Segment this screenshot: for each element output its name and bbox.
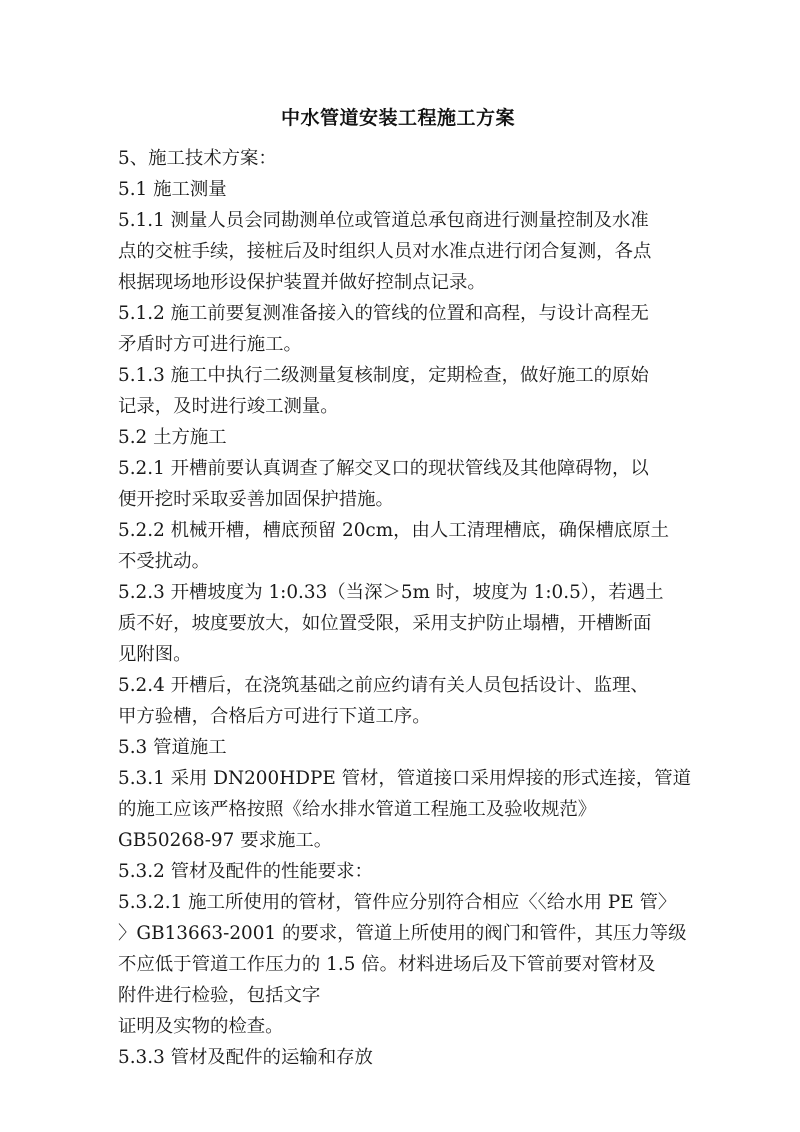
paragraph-line: 证明及实物的检查。 — [118, 1016, 284, 1037]
paragraph-line: 5.2.2 机械开槽，槽底预留 20cm，由人工清理槽底，确保槽底原土 — [118, 520, 670, 541]
paragraph-line: GB50268-97 要求施工。 — [118, 830, 333, 851]
paragraph-line: 的施工应该严格按照《给水排水管道工程施工及验收规范》 — [118, 799, 597, 820]
document-body — [118, 143, 692, 1073]
paragraph-line: 5.3.3 管材及配件的运输和存放 — [118, 1047, 373, 1068]
subsection-heading: 5.2 土方施工 — [118, 427, 227, 448]
paragraph-line: 〉GB13663-2001 的要求，管道上所使用的阀门和管件，其压力等级 — [118, 923, 687, 944]
document-title: 中水管道安装工程施工方案 — [280, 107, 515, 129]
paragraph-line: 5.1.2 施工前要复测准备接入的管线的位置和高程，与设计高程无 — [118, 303, 649, 324]
paragraph-line: 5.3.1 采用 DN200HDPE 管材，管道接口采用焊接的形式连接，管道 — [118, 768, 692, 789]
subsection-heading: 5.3 管道施工 — [118, 737, 227, 758]
paragraph-line: 5.2.3 开槽坡度为 1:0.33（当深＞5m 时，坡度为 1:0.5），若遇土 — [118, 582, 664, 603]
subsection-heading: 5.1 施工测量 — [118, 179, 227, 200]
paragraph-line: 见附图。 — [118, 644, 192, 665]
paragraph-line: 记录，及时进行竣工测量。 — [118, 396, 339, 417]
paragraph-line: 甲方验槽，合格后方可进行下道工序。 — [118, 706, 431, 727]
paragraph-line: 矛盾时方可进行施工。 — [118, 334, 302, 355]
paragraph-line: 点的交桩手续，接桩后及时组织人员对水准点进行闭合复测，各点 — [118, 241, 652, 262]
paragraph-line: 不应低于管道工作压力的 1.5 倍。材料进场后及下管前要对管材及 — [118, 954, 656, 975]
paragraph-line: 5.1.3 施工中执行二级测量复核制度，定期检查，做好施工的原始 — [118, 365, 649, 386]
paragraph-line: 附件进行检验，包括文字 — [118, 985, 321, 1006]
paragraph-line: 5.3.2.1 施工所使用的管材，管件应分别符合相应〈〈给水用 PE 管〉 — [118, 892, 677, 913]
section-heading: 5、施工技术方案： — [118, 148, 277, 169]
paragraph-line: 便开挖时采取妥善加固保护措施。 — [118, 489, 394, 510]
paragraph-line: 根据现场地形设保护装置并做好控制点记录。 — [118, 272, 486, 293]
paragraph-line: 5.3.2 管材及配件的性能要求： — [118, 861, 373, 882]
paragraph-line: 质不好，坡度要放大，如位置受限，采用支护防止塌槽，开槽断面 — [118, 613, 652, 634]
paragraph-line: 5.2.4 开槽后，在浇筑基础之前应约请有关人员包括设计、监理、 — [118, 675, 649, 696]
paragraph-line: 5.1.1 测量人员会同勘测单位或管道总承包商进行测量控制及水准 — [118, 210, 649, 231]
paragraph-line: 5.2.1 开槽前要认真调查了解交叉口的现状管线及其他障碍物，以 — [118, 458, 649, 479]
paragraph-line: 不受扰动。 — [118, 551, 210, 572]
